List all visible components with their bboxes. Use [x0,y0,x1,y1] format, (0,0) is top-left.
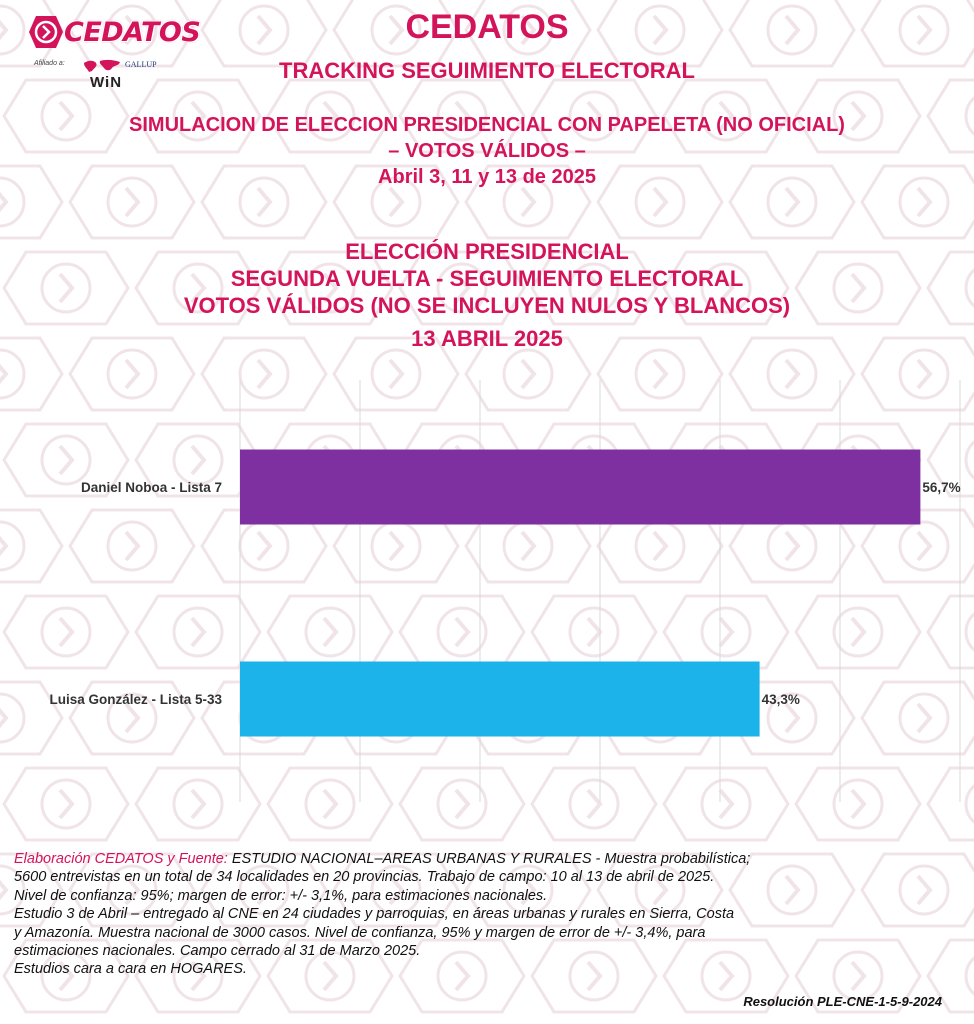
methodology-line-3: Nivel de confianza: 95%; margen de error: +/- 3,1%, para estimaciones nacionales. [14,887,548,904]
simulation-line-1: SIMULACION DE ELECCION PRESIDENCIAL CON PAPELETA (NO OFICIAL) [129,114,845,136]
value-label-2: 43,3% [761,692,800,707]
resolution-note: Resolución PLE-CNE-1-5-9-2024 [743,994,942,1009]
bar-chart [0,360,974,805]
chart-title [0,238,974,352]
chart-title-line-1: ELECCIÓN PRESIDENCIAL [345,239,629,264]
methodology-line-5: y Amazonía. Muestra nacional de 3000 casos. Nivel de confianza, 95% y margen de error de +/- 3,4%, para [14,924,706,941]
methodology-line-1 [14,850,964,868]
chart-title-line-3: VOTOS VÁLIDOS (NO SE INCLUYEN NULOS Y BLANCOS) [183,293,791,318]
logo-wordmark: CEDATOS [64,17,201,48]
org-title: CEDATOS [405,8,569,46]
value-label-1: 56,7% [922,480,961,495]
simulation-line-3: Abril 3, 11 y 13 de 2025 [378,166,596,188]
gallup-logo: GALLUP [125,60,157,69]
affiliation-label: Afiliado a: [34,60,65,67]
simulation-heading [0,112,974,190]
category-label-2: Luisa González - Lista 5-33 [49,692,222,707]
bar-2 [240,662,760,737]
bar-1 [240,450,920,525]
chart-title-line-4: 13 ABRIL 2025 [411,326,563,351]
simulation-line-2: – VOTOS VÁLIDOS – [388,140,586,162]
chart-gridlines [240,380,960,802]
category-label-1: Daniel Noboa - Lista 7 [80,480,222,495]
tracking-subtitle: TRACKING SEGUIMIENTO ELECTORAL [279,58,695,83]
methodology-line-7: Estudios cara a cara en HOGARES. [14,961,247,978]
methodology-line-4: Estudio 3 de Abril – entregado al CNE en 24 ciudades y parroquias, en áreas urbanas y rurales en Sierra, Costa [14,906,735,923]
chart-bars [240,450,920,737]
methodology-line-6: estimaciones nacionales. Campo cerrado al 31 de Marzo 2025. [14,943,421,960]
methodology-line-2: 5600 entrevistas en un total de 34 localidades en 20 provincias. Trabajo de campo: 10 al 13 de abril de 2025. [14,869,715,886]
chart-title-line-2: SEGUNDA VUELTA - SEGUIMIENTO ELECTORAL [230,266,744,291]
methodology-note [14,850,964,979]
source-text: ESTUDIO NACIONAL–AREAS URBANAS Y RURALES - Muestra probabilística; [227,851,751,867]
win-logo: WiN [90,74,123,91]
source-label: Elaboración CEDATOS y Fuente: [14,851,228,867]
